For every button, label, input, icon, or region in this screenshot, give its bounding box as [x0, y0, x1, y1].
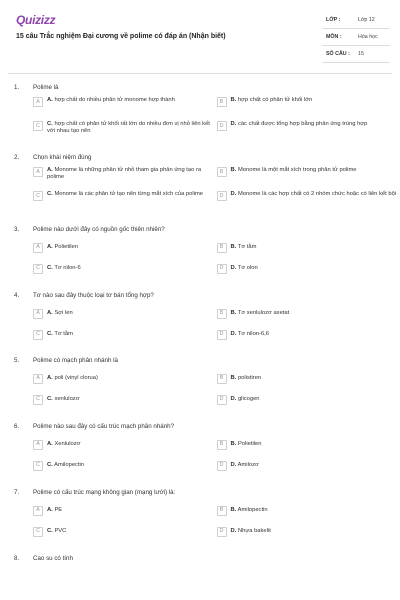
option-body: PE	[54, 507, 63, 513]
option-row	[0, 258, 400, 279]
option-key: C.	[47, 120, 53, 127]
brand-logo: Quizizz	[16, 13, 56, 27]
answer-option-a[interactable]	[33, 440, 215, 450]
answer-option-b[interactable]	[217, 243, 399, 253]
option-letter-box: D	[217, 121, 227, 131]
option-key: A.	[47, 166, 53, 173]
question-text: Polime nào dưới đây có nguồn gốc thiên nhiên?	[33, 225, 165, 233]
option-key: A.	[47, 310, 53, 316]
answer-option-c[interactable]	[33, 264, 215, 274]
document-header	[0, 0, 400, 64]
question	[0, 418, 400, 476]
option-row	[0, 434, 400, 455]
option-letter-box: B	[217, 309, 227, 319]
question-header	[0, 550, 400, 566]
question-text: Polime có mạch phân nhánh là	[33, 356, 118, 364]
question-text: Polime là	[33, 83, 59, 91]
option-text	[231, 330, 270, 339]
question-text: Polime nào sau đây có cấu trúc mạch phân nhánh?	[33, 422, 175, 430]
question-number: 8.	[14, 554, 20, 562]
option-text	[231, 95, 313, 104]
info-value: 15	[358, 51, 364, 57]
option-text	[231, 189, 397, 198]
option-letter-box: C	[33, 461, 43, 471]
option-letter-box: C	[33, 121, 43, 131]
option-letter-box: B	[217, 97, 227, 107]
question-list	[0, 79, 400, 566]
option-row	[0, 500, 400, 521]
option-body: Tơ nilon-6	[54, 265, 81, 271]
question-header	[0, 149, 400, 165]
option-body: Monome là các hợp chất có 2 nhóm chức hoặc có liên kết bội	[237, 190, 397, 197]
question	[0, 79, 400, 143]
option-key: A.	[47, 96, 53, 103]
question-text: Tơ nào sau đây thuộc loại tơ bán tổng hợp?	[33, 291, 154, 299]
document-title: 15 câu Trắc nghiệm Đại cương về polime có đáp án (Nhận biết)	[16, 33, 226, 40]
question	[0, 550, 400, 566]
option-key: D.	[230, 120, 237, 127]
option-text	[47, 264, 81, 273]
answer-option-c[interactable]	[33, 461, 215, 471]
option-row	[0, 455, 400, 476]
question-text: Polime có cấu trúc mạng không gian (mạng lưới) là:	[33, 488, 176, 496]
option-letter-box: D	[217, 395, 227, 405]
option-text	[231, 395, 260, 404]
option-body: Amilopectin	[237, 507, 268, 513]
option-body: Polietilen	[54, 244, 78, 250]
header-divider	[8, 73, 392, 74]
option-letter-box: B	[217, 167, 227, 177]
option-row	[0, 189, 400, 213]
answer-option-b[interactable]	[217, 165, 399, 177]
info-label: MÔN :	[326, 34, 342, 40]
option-text	[231, 243, 257, 252]
option-body: Monome là các phân tử tạo nên từng mắt xích của polime	[54, 190, 204, 197]
option-text	[231, 374, 262, 383]
option-letter-box: C	[33, 191, 43, 201]
info-value: Hóa học	[358, 34, 378, 40]
option-body: polistiren	[237, 375, 262, 381]
option-key: D.	[230, 331, 237, 337]
question-header	[0, 287, 400, 303]
option-key: D.	[230, 396, 237, 402]
option-body: Amilozơ	[237, 462, 259, 468]
option-letter-box: C	[33, 264, 43, 274]
question	[0, 352, 400, 410]
option-letter-box: C	[33, 395, 43, 405]
answer-option-b[interactable]	[217, 506, 399, 516]
answer-option-d[interactable]	[217, 461, 399, 471]
question-header	[0, 352, 400, 368]
option-body: Tơ olon	[237, 265, 258, 271]
option-key: C.	[47, 190, 53, 197]
option-text	[231, 264, 258, 273]
option-text	[47, 119, 215, 136]
option-letter-box: A	[33, 309, 43, 319]
option-key: C.	[47, 528, 53, 534]
option-text	[47, 395, 80, 404]
question-number: 2.	[14, 153, 20, 161]
option-body: Monome là một mắt xích trong phân tử polime	[237, 166, 357, 173]
option-body: xenlulozơ	[54, 396, 80, 402]
option-letter-box: A	[33, 97, 43, 107]
answer-option-d[interactable]	[217, 330, 399, 340]
answer-option-b[interactable]	[217, 440, 399, 450]
answer-option-c[interactable]	[33, 330, 215, 340]
option-text	[231, 165, 357, 174]
option-letter-box: C	[33, 527, 43, 537]
option-row	[0, 368, 400, 389]
question-header	[0, 221, 400, 237]
option-letter-box: B	[217, 506, 227, 516]
option-body: Nhựa bakelit	[237, 528, 271, 534]
option-text	[47, 440, 80, 449]
option-letter-box: D	[217, 264, 227, 274]
answer-option-d[interactable]	[217, 119, 399, 131]
option-row	[0, 165, 400, 189]
question-number: 4.	[14, 291, 20, 299]
option-key: C.	[47, 462, 53, 468]
option-key: D.	[230, 190, 237, 197]
option-text	[231, 440, 262, 449]
option-letter-box: A	[33, 167, 43, 177]
answer-option-d[interactable]	[217, 264, 399, 274]
option-letter-box: B	[217, 374, 227, 384]
answer-option-a[interactable]	[33, 95, 215, 107]
info-label: SỐ CÂU :	[326, 51, 350, 57]
option-text	[47, 189, 203, 198]
option-key: A.	[47, 441, 53, 447]
option-key: C.	[47, 331, 53, 337]
option-text	[231, 506, 268, 515]
option-letter-box: A	[33, 506, 43, 516]
option-row	[0, 389, 400, 410]
option-text	[231, 461, 259, 470]
answer-option-a[interactable]	[33, 243, 215, 253]
option-text	[231, 309, 290, 318]
info-row-count	[322, 46, 390, 63]
option-letter-box: D	[217, 461, 227, 471]
option-letter-box: D	[217, 527, 227, 537]
option-key: B.	[230, 375, 237, 381]
answer-option-d[interactable]	[217, 527, 399, 537]
option-body: Polietilen	[237, 441, 262, 447]
option-key: A.	[47, 507, 53, 513]
option-key: B.	[230, 244, 237, 250]
option-text	[47, 374, 98, 383]
info-table	[322, 12, 390, 63]
question	[0, 221, 400, 279]
option-body: hợp chất có phân tử khối lớn	[237, 96, 313, 103]
option-letter-box: A	[33, 440, 43, 450]
answer-option-d[interactable]	[217, 395, 399, 405]
option-body: PVC	[54, 528, 67, 534]
question-text: Cao su có tính	[33, 554, 73, 562]
question	[0, 149, 400, 213]
option-key: D.	[230, 265, 237, 271]
question-text: Chọn khái niệm đúng	[33, 153, 92, 161]
answer-option-a[interactable]	[33, 165, 215, 182]
option-letter-box: B	[217, 440, 227, 450]
option-text	[231, 527, 271, 536]
option-body: hợp chất do nhiều phân tử monome hợp thành	[54, 96, 175, 103]
option-text	[47, 527, 66, 536]
question-number: 6.	[14, 422, 20, 430]
option-text	[47, 330, 73, 339]
answer-option-a[interactable]	[33, 374, 215, 384]
option-body: các chất được tổng hợp bằng phản ứng trùng hợp	[237, 120, 368, 127]
answer-option-c[interactable]	[33, 189, 215, 201]
option-letter-box: D	[217, 330, 227, 340]
question-header	[0, 484, 400, 500]
question-header	[0, 418, 400, 434]
option-key: B.	[230, 507, 237, 513]
option-key: B.	[230, 96, 237, 103]
option-key: A.	[47, 375, 53, 381]
option-letter-box: D	[217, 191, 227, 201]
question-number: 1.	[14, 83, 20, 91]
answer-option-d[interactable]	[217, 189, 399, 201]
option-key: C.	[47, 265, 53, 271]
question-number: 7.	[14, 488, 20, 496]
option-key: B.	[230, 441, 237, 447]
option-key: B.	[230, 310, 237, 316]
question-number: 3.	[14, 225, 20, 233]
option-body: Tơ nilon-6,6	[237, 331, 270, 337]
option-text	[47, 461, 84, 470]
option-text	[47, 506, 62, 515]
option-body: hợp chất có phân tử khối rất lớn do nhiều đơn vị nhỏ liên kết với nhau tạo nên	[47, 120, 210, 135]
option-body: Tơ xenlulozơ axetat	[237, 310, 290, 316]
option-text	[47, 309, 73, 318]
option-text	[47, 165, 215, 182]
option-row	[0, 119, 400, 143]
option-text	[47, 95, 175, 104]
option-letter-box: A	[33, 243, 43, 253]
option-row	[0, 237, 400, 258]
answer-option-b[interactable]	[217, 95, 399, 107]
option-key: B.	[230, 166, 237, 173]
option-text	[47, 243, 78, 252]
info-row-subject	[322, 29, 390, 46]
option-key: D.	[230, 528, 237, 534]
option-key: C.	[47, 396, 53, 402]
question-header	[0, 79, 400, 95]
answer-option-b[interactable]	[217, 309, 399, 319]
answer-option-c[interactable]	[33, 527, 215, 537]
option-body: glicogen	[237, 396, 260, 402]
option-row	[0, 303, 400, 324]
answer-option-c[interactable]	[33, 395, 215, 405]
option-body: Tơ tằm	[237, 244, 257, 250]
option-text	[231, 119, 368, 128]
option-key: A.	[47, 244, 53, 250]
option-body: Amilopectin	[54, 462, 85, 468]
option-row	[0, 324, 400, 345]
question	[0, 484, 400, 542]
info-label: LỚP :	[326, 17, 341, 23]
answer-option-a[interactable]	[33, 309, 215, 319]
option-key: D.	[230, 462, 237, 468]
info-row-class	[322, 12, 390, 29]
option-row	[0, 95, 400, 119]
option-letter-box: C	[33, 330, 43, 340]
option-letter-box: B	[217, 243, 227, 253]
answer-option-a[interactable]	[33, 506, 215, 516]
option-body: Tơ tằm	[54, 331, 73, 337]
question	[0, 287, 400, 345]
option-letter-box: A	[33, 374, 43, 384]
option-body: Monome là những phân tử nhỏ tham gia phản ứng tạo ra polime	[47, 166, 202, 181]
option-row	[0, 521, 400, 542]
option-body: Sợi len	[54, 310, 73, 316]
option-body: Xenlulozơ	[54, 441, 81, 447]
info-value: Lớp 12	[358, 17, 375, 23]
answer-option-c[interactable]	[33, 119, 215, 136]
option-body: poli (vinyl clorua)	[54, 375, 98, 381]
answer-option-b[interactable]	[217, 374, 399, 384]
question-number: 5.	[14, 356, 20, 364]
